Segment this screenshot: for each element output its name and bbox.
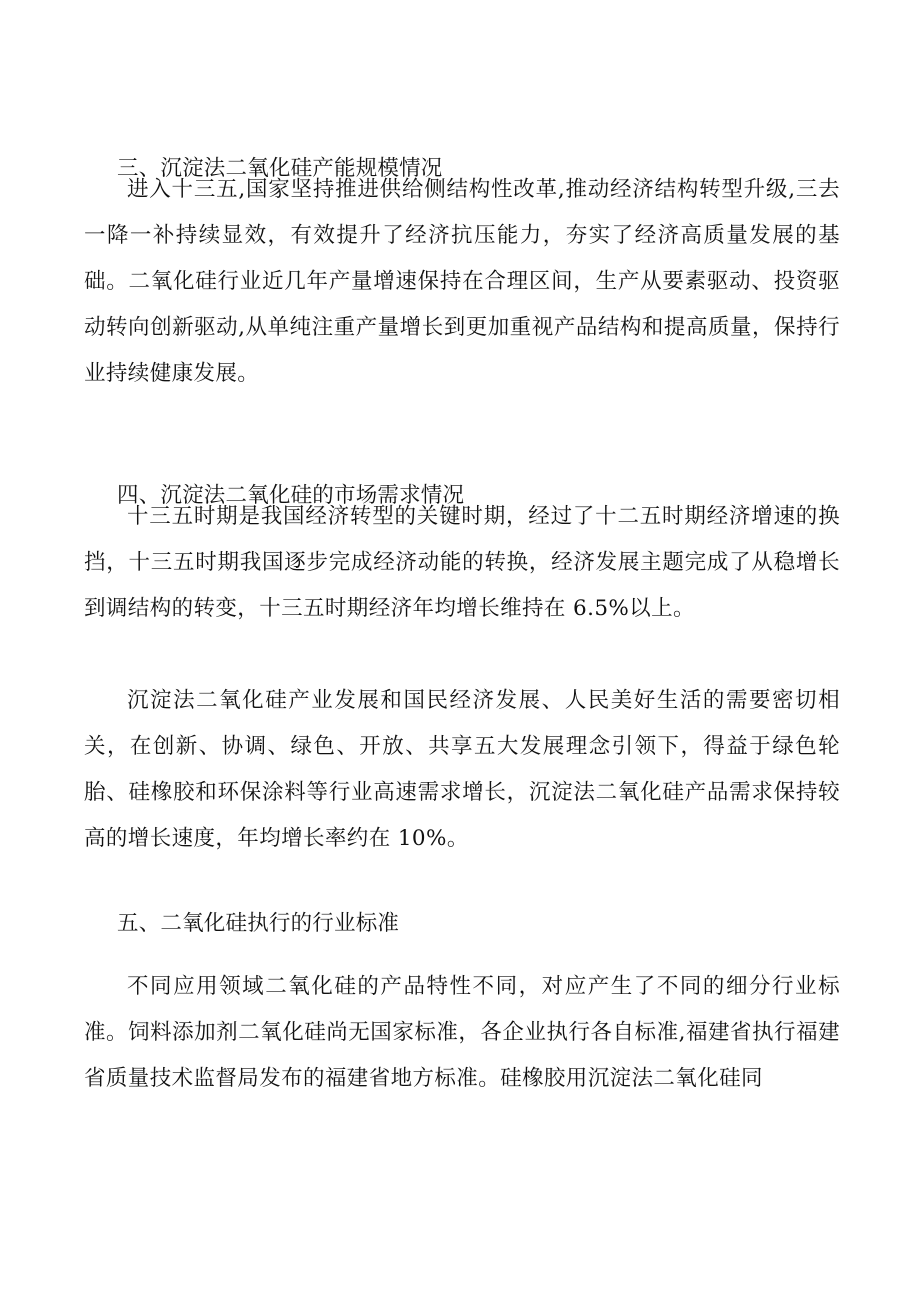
section-heading-5: 五、二氧化硅执行的行业标准: [117, 911, 400, 936]
section-heading-3: 三、沉淀法二氧化硅产能规模情况: [117, 156, 443, 181]
section-3-paragraph-1: 进入十三五,国家坚持推进供给侧结构性改革,推动经济结构转型升级,三去一降一补持续显效，有效提升了经济抗压能力，夯实了经济高质量发展的基础。二氧化硅行业近几年产量增速保持在合理区间，生产从要素驱动、投资驱动转向创新驱动,从单纯注重产量增长到更加重视产品结构和提高质量，保持行业持续健康发展。: [84, 177, 840, 386]
section-heading-4: 四、沉淀法二氧化硅的市场需求情况: [117, 483, 465, 508]
section-4-paragraph-1: 十三五时期是我国经济转型的关键时期，经过了十二五时期经济增速的换挡，十三五时期我国逐步完成经济动能的转换，经济发展主题完成了从稳增长到调结构的转变，十三五时期经济年均增长维持在 6.5%以上。: [84, 504, 840, 621]
section-5-paragraph-1: 不同应用领域二氧化硅的产品特性不同，对应产生了不同的细分行业标准。饲料添加剂二氧化硅尚无国家标准，各企业执行各自标准,福建省执行福建省质量技术监督局发布的福建省地方标准。硅橡胶用沉淀法二氧化硅同: [84, 974, 840, 1091]
section-4-paragraph-2: 沉淀法二氧化硅产业发展和国民经济发展、人民美好生活的需要密切相关，在创新、协调、绿色、开放、共享五大发展理念引领下，得益于绿色轮胎、硅橡胶和环保涂料等行业高速需求增长，沉淀法二氧化硅产品需求保持较高的增长速度，年均增长率约在 10%。: [84, 688, 840, 851]
